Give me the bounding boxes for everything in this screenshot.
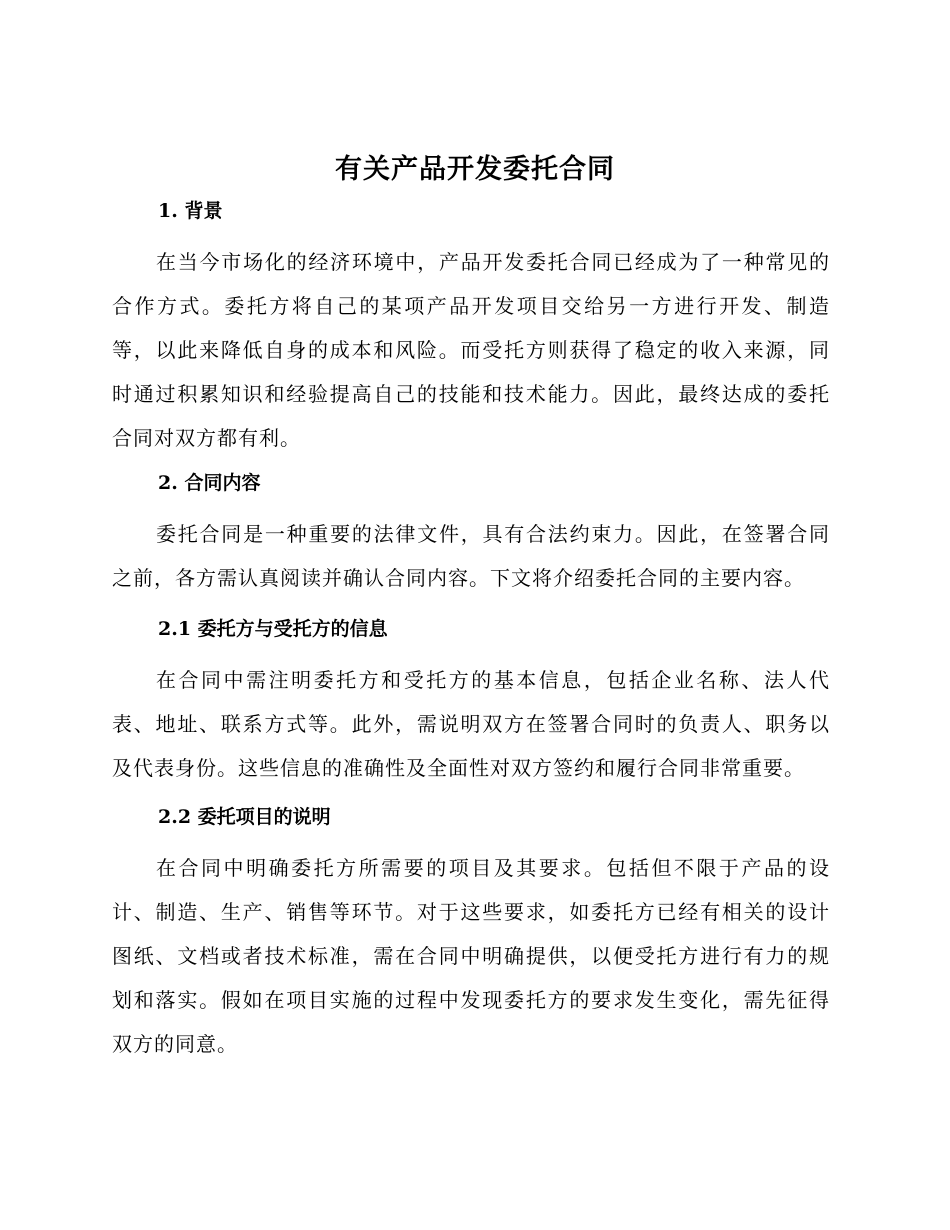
paragraph-line: 在合同中需注明委托方和受托方的基本信息，包括企业名称、法人代 — [156, 668, 830, 692]
paragraph-project-description — [112, 846, 830, 1066]
paragraph-background — [112, 240, 830, 460]
section-heading-contract-content: 2. 合同内容 — [158, 472, 261, 494]
paragraph-line: 等，以此来降低自身的成本和风险。而受托方则获得了稳定的收入来源，同 — [112, 338, 830, 362]
paragraph-line: 划和落实。假如在项目实施的过程中发现委托方的要求发生变化，需先征得 — [112, 988, 830, 1012]
paragraph-line: 在当今市场化的经济环境中，产品开发委托合同已经成为了一种常见的 — [156, 250, 830, 274]
paragraph-contract-content — [112, 512, 830, 600]
section-heading-project-description: 2.2 委托项目的说明 — [158, 806, 331, 828]
paragraph-line: 之前，各方需认真阅读并确认合同内容。下文将介绍委托合同的主要内容。 — [112, 566, 805, 590]
paragraph-line: 在合同中明确委托方所需要的项目及其要求。包括但不限于产品的设 — [156, 856, 830, 880]
paragraph-line: 表、地址、联系方式等。此外，需说明双方在签署合同时的负责人、职务以 — [112, 712, 830, 736]
document-title: 有关产品开发委托合同 — [335, 154, 615, 185]
paragraph-line: 时通过积累知识和经验提高自己的技能和技术能力。因此，最终达成的委托 — [112, 382, 830, 406]
paragraph-line: 委托合同是一种重要的法律文件，具有合法约束力。因此，在签署合同 — [156, 522, 830, 546]
paragraph-line: 合同对双方都有利。 — [112, 426, 301, 450]
section-heading-background: 1. 背景 — [158, 200, 223, 222]
paragraph-party-info — [112, 658, 830, 790]
paragraph-line: 计、制造、生产、销售等环节。对于这些要求，如委托方已经有相关的设计 — [112, 900, 830, 924]
paragraph-line: 及代表身份。这些信息的准确性及全面性对双方签约和履行合同非常重要。 — [112, 756, 805, 780]
paragraph-line: 双方的同意。 — [112, 1032, 238, 1056]
paragraph-line: 合作方式。委托方将自己的某项产品开发项目交给另一方进行开发、制造 — [112, 294, 830, 318]
section-heading-party-info: 2.1 委托方与受托方的信息 — [158, 618, 388, 640]
paragraph-line: 图纸、文档或者技术标准，需在合同中明确提供，以便受托方进行有力的规 — [112, 944, 830, 968]
